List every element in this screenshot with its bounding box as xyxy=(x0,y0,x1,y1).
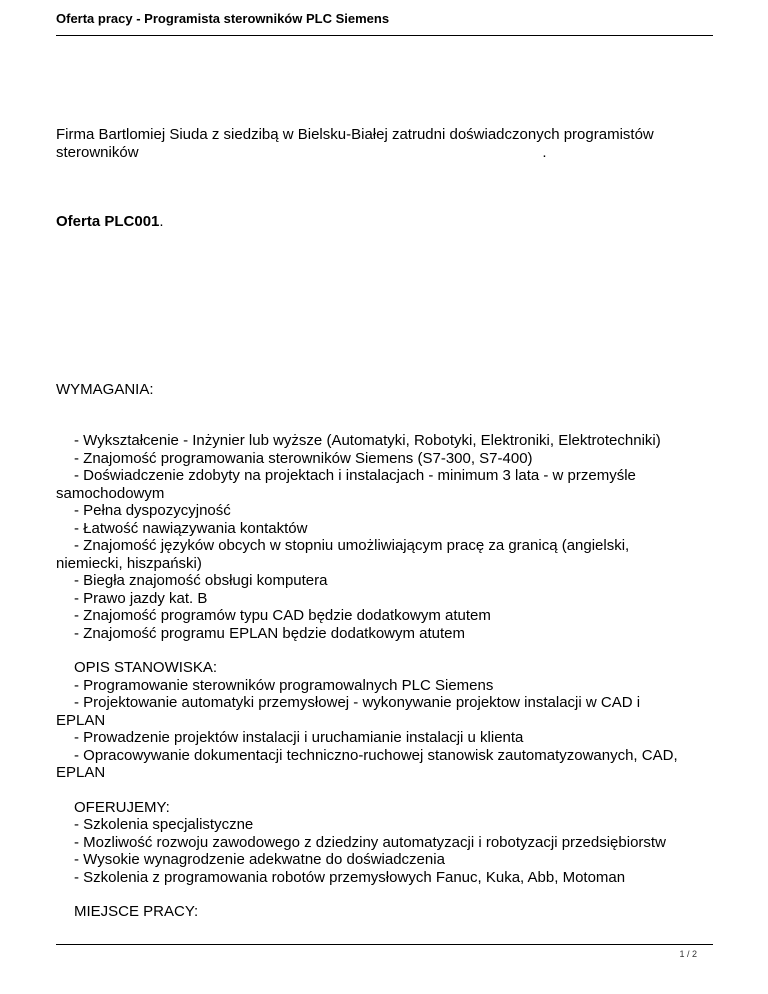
list-item: - Znajomość języków obcych w stopniu umożliwiającym pracę za granicą (angielski, xyxy=(74,537,630,554)
intro-line-2-tail: . xyxy=(542,143,547,161)
intro-line-2-text: sterowników xyxy=(56,143,139,161)
list-item: - Znajomość programu EPLAN będzie dodatkowym atutem xyxy=(74,624,466,642)
page-title: Oferta pracy - Programista sterowników PLC Siemens xyxy=(56,11,390,26)
list-item-continuation: EPLAN xyxy=(56,764,106,781)
list-item-continuation: EPLAN xyxy=(56,711,106,729)
offer-code xyxy=(56,213,716,231)
list-item: - Znajomość programowania sterowników Siemens (S7-300, S7-400) xyxy=(74,449,533,467)
list-item: - Pełna dyspozycyjność xyxy=(74,502,231,519)
intro-line-1: Firma Bartlomiej Siuda z siedzibą w Bielsku-Białej zatrudni doświadczonych programistów xyxy=(56,126,654,143)
list-item: - Prowadzenie projektów instalacji i uruchamianie instalacji u klienta xyxy=(74,729,524,746)
list-item: - Opracowywanie dokumentacji techniczno-ruchowej stanowisk zautomatyzowanych, CAD, xyxy=(74,746,678,764)
workplace-heading: MIEJSCE PRACY: xyxy=(74,903,199,920)
list-item: - Łatwość nawiązywania kontaktów xyxy=(74,519,308,537)
list-item: - Wykształcenie - Inżynier lub wyższe (Automatyki, Robotyki, Elektroniki, Elektrotechniki) xyxy=(74,432,661,449)
list-item-continuation: niemiecki, hiszpański) xyxy=(56,554,202,572)
list-item: - Szkolenia specjalistyczne xyxy=(74,816,254,833)
document-body xyxy=(56,126,716,921)
list-item-continuation: samochodowym xyxy=(56,484,165,502)
header-divider xyxy=(56,35,713,36)
requirements-heading: WYMAGANIA: xyxy=(56,380,154,398)
offer-code-suffix: . xyxy=(159,213,164,230)
list-item: - Znajomość programów typu CAD będzie dodatkowym atutem xyxy=(74,607,491,624)
list-item: - Programowanie sterowników programowalnych PLC Siemens xyxy=(74,676,494,694)
list-item: - Szkolenia z programowania robotów przemysłowych Fanuc, Kuka, Abb, Motoman xyxy=(74,868,626,886)
page-number: 1 / 2 xyxy=(679,949,697,959)
description-heading: OPIS STANOWISKA: xyxy=(74,659,218,676)
intro-paragraph xyxy=(56,126,716,161)
list-item: - Prawo jazdy kat. B xyxy=(74,589,208,607)
benefits-list xyxy=(56,816,716,886)
list-item: - Projektowanie automatyki przemysłowej - wykonywanie projektow instalacji w CAD i xyxy=(74,694,641,711)
intro-line-2 xyxy=(56,144,716,162)
list-item: - Wysokie wynagrodzenie adekwatne do doświadczenia xyxy=(74,851,445,868)
list-item: - Doświadczenie zdobyty na projektach i instalacjach - minimum 3 lata - w przemyśle xyxy=(74,467,636,484)
offer-code-label: Oferta PLC001 xyxy=(56,213,160,230)
requirements-list xyxy=(56,432,716,642)
footer-divider xyxy=(56,944,713,945)
list-item: - Mozliwość rozwoju zawodowego z dziedziny automatyzacji i robotyzacji przedsiębiorstw xyxy=(74,833,666,851)
benefits-heading: OFERUJEMY: xyxy=(74,798,170,816)
description-list xyxy=(56,677,716,782)
list-item: - Biegła znajomość obsługi komputera xyxy=(74,572,328,589)
